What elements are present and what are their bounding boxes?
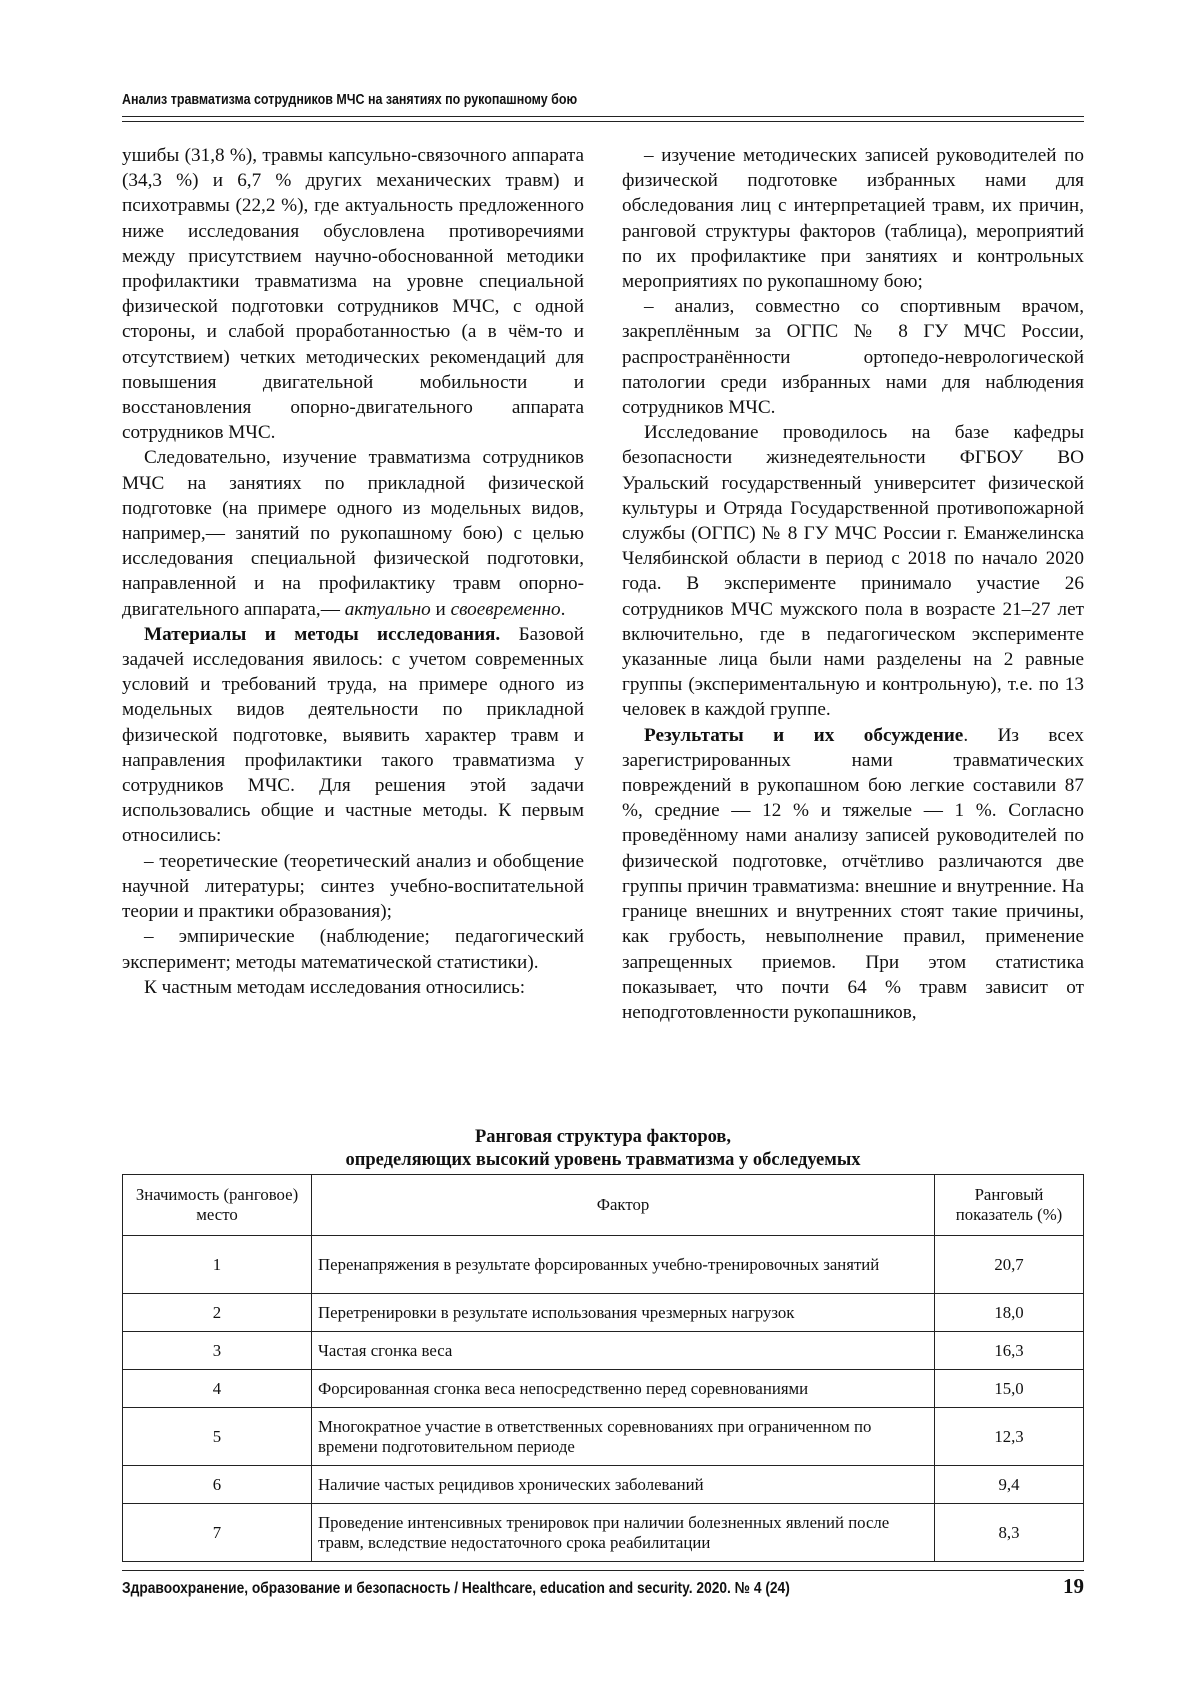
page-number: 19 — [1063, 1574, 1084, 1598]
rank-cell: 4 — [123, 1370, 312, 1408]
paragraph: ушибы (31,8 %), травмы капсульно-связочного аппарата (34,3 %) и 6,7 % других механических травм) и психотравмы (22,2 %), где актуальность предложенного ниже исследования обусловлена противоречиями между присутствием научно-обоснованной методики профилактики травматизма на уровне специальной физической подготовки сотрудников МЧС, с одной стороны, и слабой проработанностью (а в чём-то и отсутствием) четких методических рекомендаций для повышения двигательной мобильности и восстановления опорно-двигательного аппарата сотрудников МЧС. — [122, 145, 584, 444]
table-row — [123, 1332, 1084, 1370]
paragraph-text: . Из всех зарегистрированных нами травматических повреждений в рукопашном бою легкие составили 87 %, средние — 12 % и тяжелые — 1 %. Согласно проведённому нами анализу записей руководителей по физической подготовке, отчётливо различаются две группы причин травматизма: внешние и внутренние. На границе внешних и внутренних стоят такие причины, как грубость, невыполнение правил, применение запрещенных приемов. При этом статистика показывает, что почти 64 % травм зависит от неподготовленности рукопашников, — [622, 724, 1084, 1023]
table-title-line: Ранговая структура факторов, — [474, 1127, 732, 1147]
list-item: – анализ, совместно со спортивным врачом, закреплённым за ОГПС № 8 ГУ МЧС России, распространённости ортопедо-неврологической патологии среди избранных нами для наблюдения сотрудников МЧС. — [622, 296, 1084, 419]
table-row — [123, 1370, 1084, 1408]
header-value: Ранговый показатель (%) — [935, 1175, 1084, 1236]
rank-cell: 7 — [123, 1504, 312, 1562]
factor-cell: Форсированная сгонка веса непосредственно перед соревнованиями — [312, 1370, 935, 1408]
emphasis: актуально — [344, 598, 431, 620]
rank-table — [122, 1174, 1084, 1562]
rank-cell: 5 — [123, 1408, 312, 1466]
left-column — [122, 143, 584, 1000]
emphasis: своевременно — [450, 598, 561, 620]
value-cell: 18,0 — [935, 1294, 1084, 1332]
factor-cell: Частая сгонка веса — [312, 1332, 935, 1370]
section-heading: Материалы и методы исследования. — [144, 623, 501, 645]
right-column — [622, 143, 1084, 1025]
value-cell: 12,3 — [935, 1408, 1084, 1466]
table-header-row — [123, 1175, 1084, 1236]
value-cell: 8,3 — [935, 1504, 1084, 1562]
rank-cell: 2 — [123, 1294, 312, 1332]
factor-cell: Многократное участие в ответственных соревнованиях при ограниченном по времени подготовительном периоде — [312, 1408, 935, 1466]
journal-footer: Здравоохранение, образование и безопасность / Healthcare, education and security. 2020. № 4 (24) — [122, 1580, 790, 1597]
rank-cell: 3 — [123, 1332, 312, 1370]
table-row — [123, 1408, 1084, 1466]
list-item: – изучение методических записей руководителей по физической подготовке избранных нами для обследования лиц с интерпретацией травм, их причин, ранговой структуры факторов (таблица), мероприятий по их профилактике при занятиях и контрольных мероприятиях по рукопашному бою; — [622, 145, 1084, 293]
header-rule — [122, 116, 1084, 117]
paragraph-materials — [122, 622, 584, 849]
factor-cell: Перенапряжения в результате форсированных учебно-тренировочных занятий — [312, 1236, 935, 1294]
running-title: Анализ травматизма сотрудников МЧС на занятиях по рукопашному бою — [122, 92, 578, 108]
value-cell: 16,3 — [935, 1332, 1084, 1370]
paragraph-text: Следовательно, изучение травматизма сотрудников МЧС на занятиях по прикладной физической подготовке (на примере одного из модельных видов, например,— занятий по рукопашному бою) с целью исследования специальной физической подготовки, направленной и на профилактику травм опорно-двигательного аппарата,— — [122, 447, 584, 620]
list-item: – эмпирические (наблюдение; педагогический эксперимент; методы математической статистики). — [122, 926, 584, 973]
table-title — [122, 1126, 1084, 1172]
paragraph: К частным методам исследования относились: — [144, 976, 526, 998]
conjunction: и — [435, 598, 446, 620]
rank-cell: 1 — [123, 1236, 312, 1294]
header-rule-thin — [122, 121, 1084, 122]
table-row — [123, 1504, 1084, 1562]
footer-rule — [122, 1570, 1084, 1571]
table-row — [123, 1466, 1084, 1504]
header-factor: Фактор — [312, 1175, 935, 1236]
factor-cell: Перетренировки в результате использования чрезмерных нагрузок — [312, 1294, 935, 1332]
period: . — [560, 598, 566, 620]
factor-cell: Проведение интенсивных тренировок при наличии болезненных явлений после травм, вследствие недостаточного срока реабилитации — [312, 1504, 935, 1562]
paragraph: Исследование проводилось на базе кафедры безопасности жизнедеятельности ФГБОУ ВО Уральский государственный университет физической культуры и Отряда Государственной противопожарной службы (ОГПС) № 8 ГУ МЧС России г. Еманжелинска Челябинской области в период с 2018 по начало 2020 года. В эксперименте принимало участие 26 сотрудников МЧС мужского пола в возрасте 21–27 лет включительно, где в педагогическом эксперименте указанные лица были нами разделены на 2 равные группы (экспериментальную и контрольную), т.е. по 13 человек в каждой группе. — [622, 422, 1084, 721]
paragraph-text: Базовой задачей исследования явилось: с учетом современных условий и требований труда, на примере одного из модельных видов деятельности по прикладной физической подготовке, выявить характер травм и направления профилактики такого травматизма у сотрудников МЧС. Для решения этой задачи использовались общие и частные методы. К первым относились: — [122, 623, 584, 847]
table-row — [123, 1236, 1084, 1294]
value-cell: 20,7 — [935, 1236, 1084, 1294]
value-cell: 9,4 — [935, 1466, 1084, 1504]
factor-cell: Наличие частых рецидивов хронических заболеваний — [312, 1466, 935, 1504]
table-title-line: определяющих высокий уровень травматизма у обследуемых — [345, 1150, 861, 1170]
section-heading: Результаты и их обсуждение — [644, 724, 964, 746]
table-row — [123, 1294, 1084, 1332]
rank-cell: 6 — [123, 1466, 312, 1504]
paragraph — [122, 445, 584, 621]
paragraph-results — [622, 723, 1084, 1025]
value-cell: 15,0 — [935, 1370, 1084, 1408]
list-item: – теоретические (теоретический анализ и обобщение научной литературы; синтез учебно-воспитательной теории и практики образования); — [122, 850, 584, 923]
header-rank: Значимость (ранговое) место — [123, 1175, 312, 1236]
